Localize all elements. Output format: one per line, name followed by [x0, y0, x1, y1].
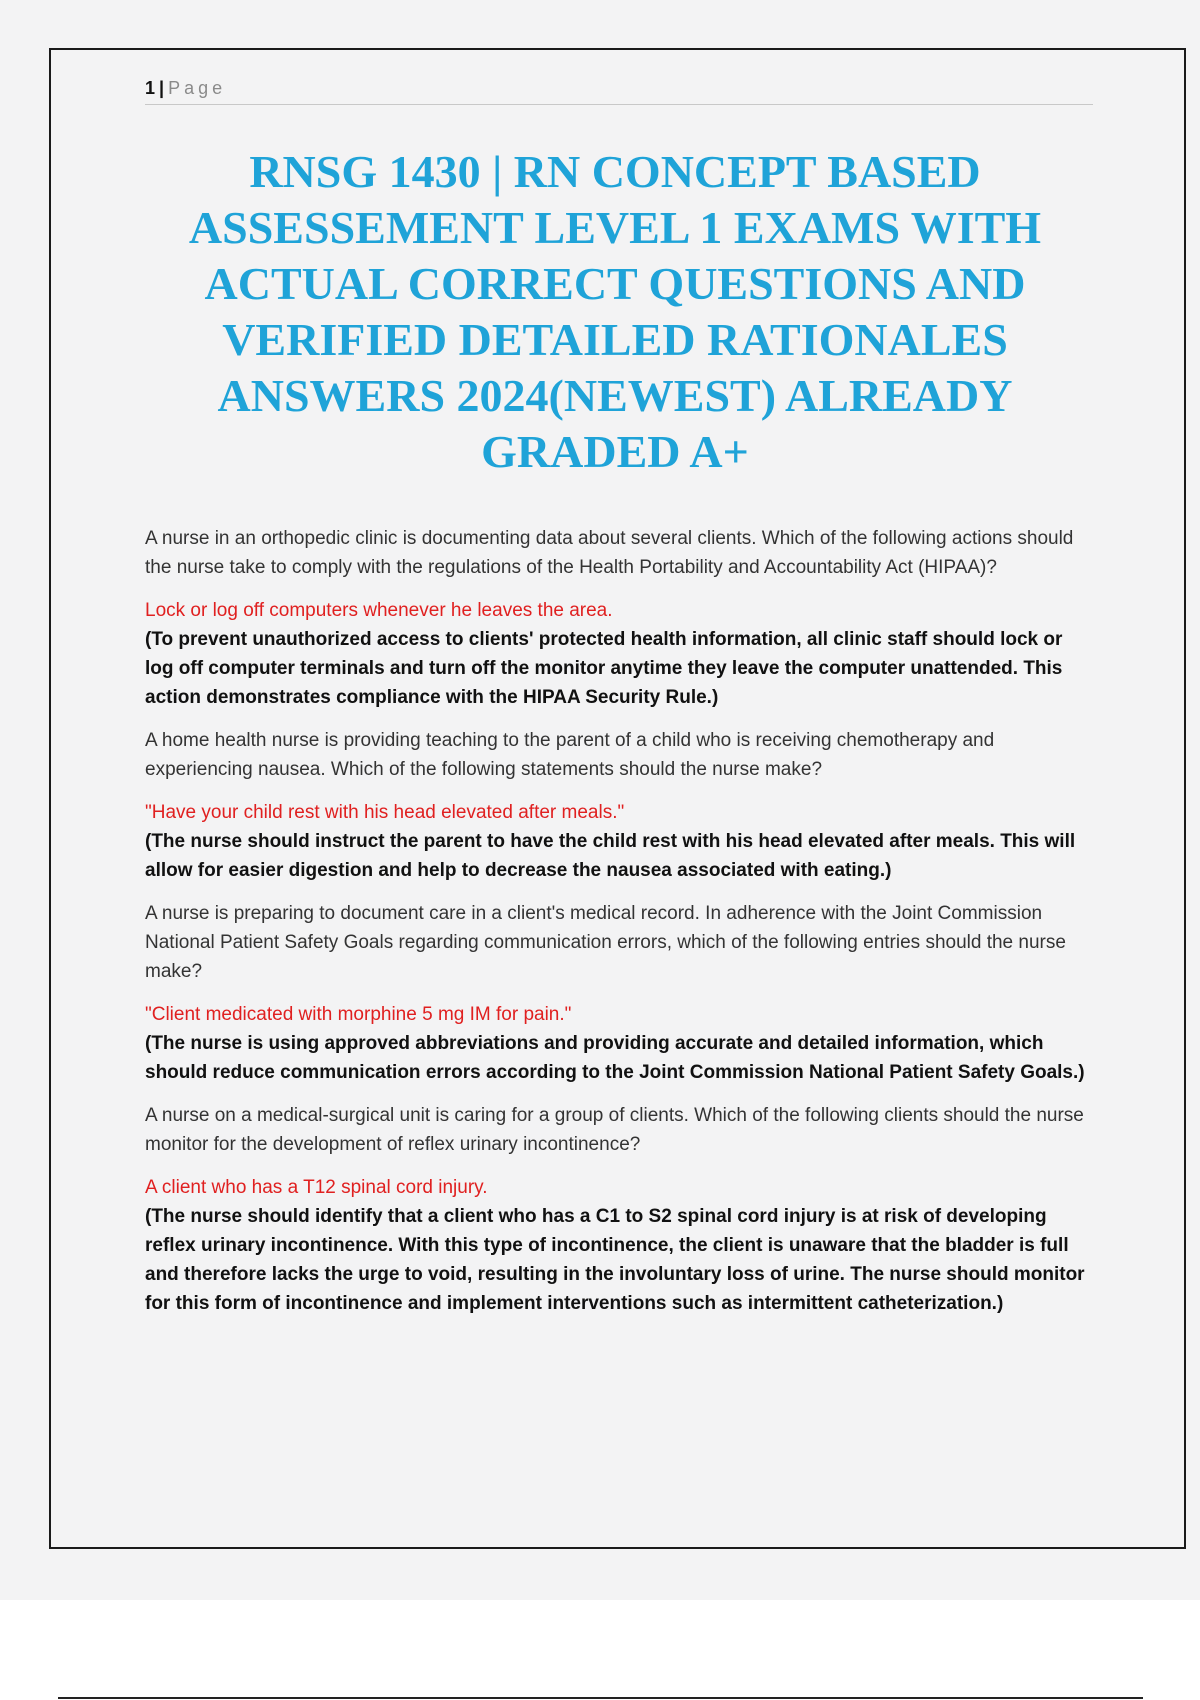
qa-item — [145, 899, 1090, 1087]
page-header — [145, 78, 1093, 105]
question-text: A nurse on a medical-surgical unit is caring for a group of clients. Which of the following clients should the nurse monitor for the development of reflex urinary incontinence? — [145, 1105, 1084, 1155]
page-separator: | — [159, 78, 165, 98]
next-page-top-rule — [58, 1697, 1143, 1699]
rationale-text: (The nurse should identify that a client who has a C1 to S2 spinal cord injury is at risk of developing reflex urinary incontinence. With this type of incontinence, the client is unaware that the bladder is full and therefore lacks the urge to void, resulting in the involuntary loss of urine. The nurse should monitor for this form of incontinence and implement interventions such as intermittent catheterization.) — [145, 1206, 1085, 1314]
answer-text: "Have your child rest with his head elevated after meals." — [145, 802, 625, 823]
answer-text: "Client medicated with morphine 5 mg IM for pain." — [145, 1004, 572, 1025]
qa-item — [145, 1101, 1090, 1318]
question-text: A nurse in an orthopedic clinic is documenting data about several clients. Which of the following actions should the nurse take to comply with the regulations of the Health Portability and Accountability Act (HIPAA)? — [145, 528, 1074, 578]
answer-text: A client who has a T12 spinal cord injury. — [145, 1177, 488, 1198]
document-title: RNSG 1430 | RN CONCEPT BASED ASSESSEMENT LEVEL 1 EXAMS WITH ACTUAL CORRECT QUESTIONS AND VERIFIED DETAILED RATIONALES ANSWERS 2024(NEWEST) ALREADY GRADED A+ — [188, 146, 1042, 477]
question-text: A home health nurse is providing teaching to the parent of a child who is receiving chemotherapy and experiencing nausea. Which of the following statements should the nurse make? — [145, 730, 995, 780]
qa-item — [145, 524, 1090, 712]
rationale-text: (The nurse should instruct the parent to have the child rest with his head elevated after meals. This will allow for easier digestion and help to decrease the nausea associated with eating.) — [145, 831, 1076, 881]
page-number: 1 — [145, 78, 156, 98]
rationale-text: (To prevent unauthorized access to clients' protected health information, all clinic staff should lock or log off computer terminals and turn off the monitor anytime they leave the computer unattended. This action demonstrates compliance with the HIPAA Security Rule.) — [145, 629, 1063, 708]
question-text: A nurse is preparing to document care in a client's medical record. In adherence with the Joint Commission National Patient Safety Goals regarding communication errors, which of the following entries should the nurse make? — [145, 903, 1066, 982]
rationale-text: (The nurse is using approved abbreviations and providing accurate and detailed information, which should reduce communication errors according to the Joint Commission National Patient Safety Goals.) — [145, 1033, 1085, 1083]
page-label: Page — [168, 78, 227, 98]
answer-text: Lock or log off computers whenever he leaves the area. — [145, 600, 613, 621]
qa-content — [145, 524, 1090, 1332]
qa-item — [145, 726, 1090, 885]
